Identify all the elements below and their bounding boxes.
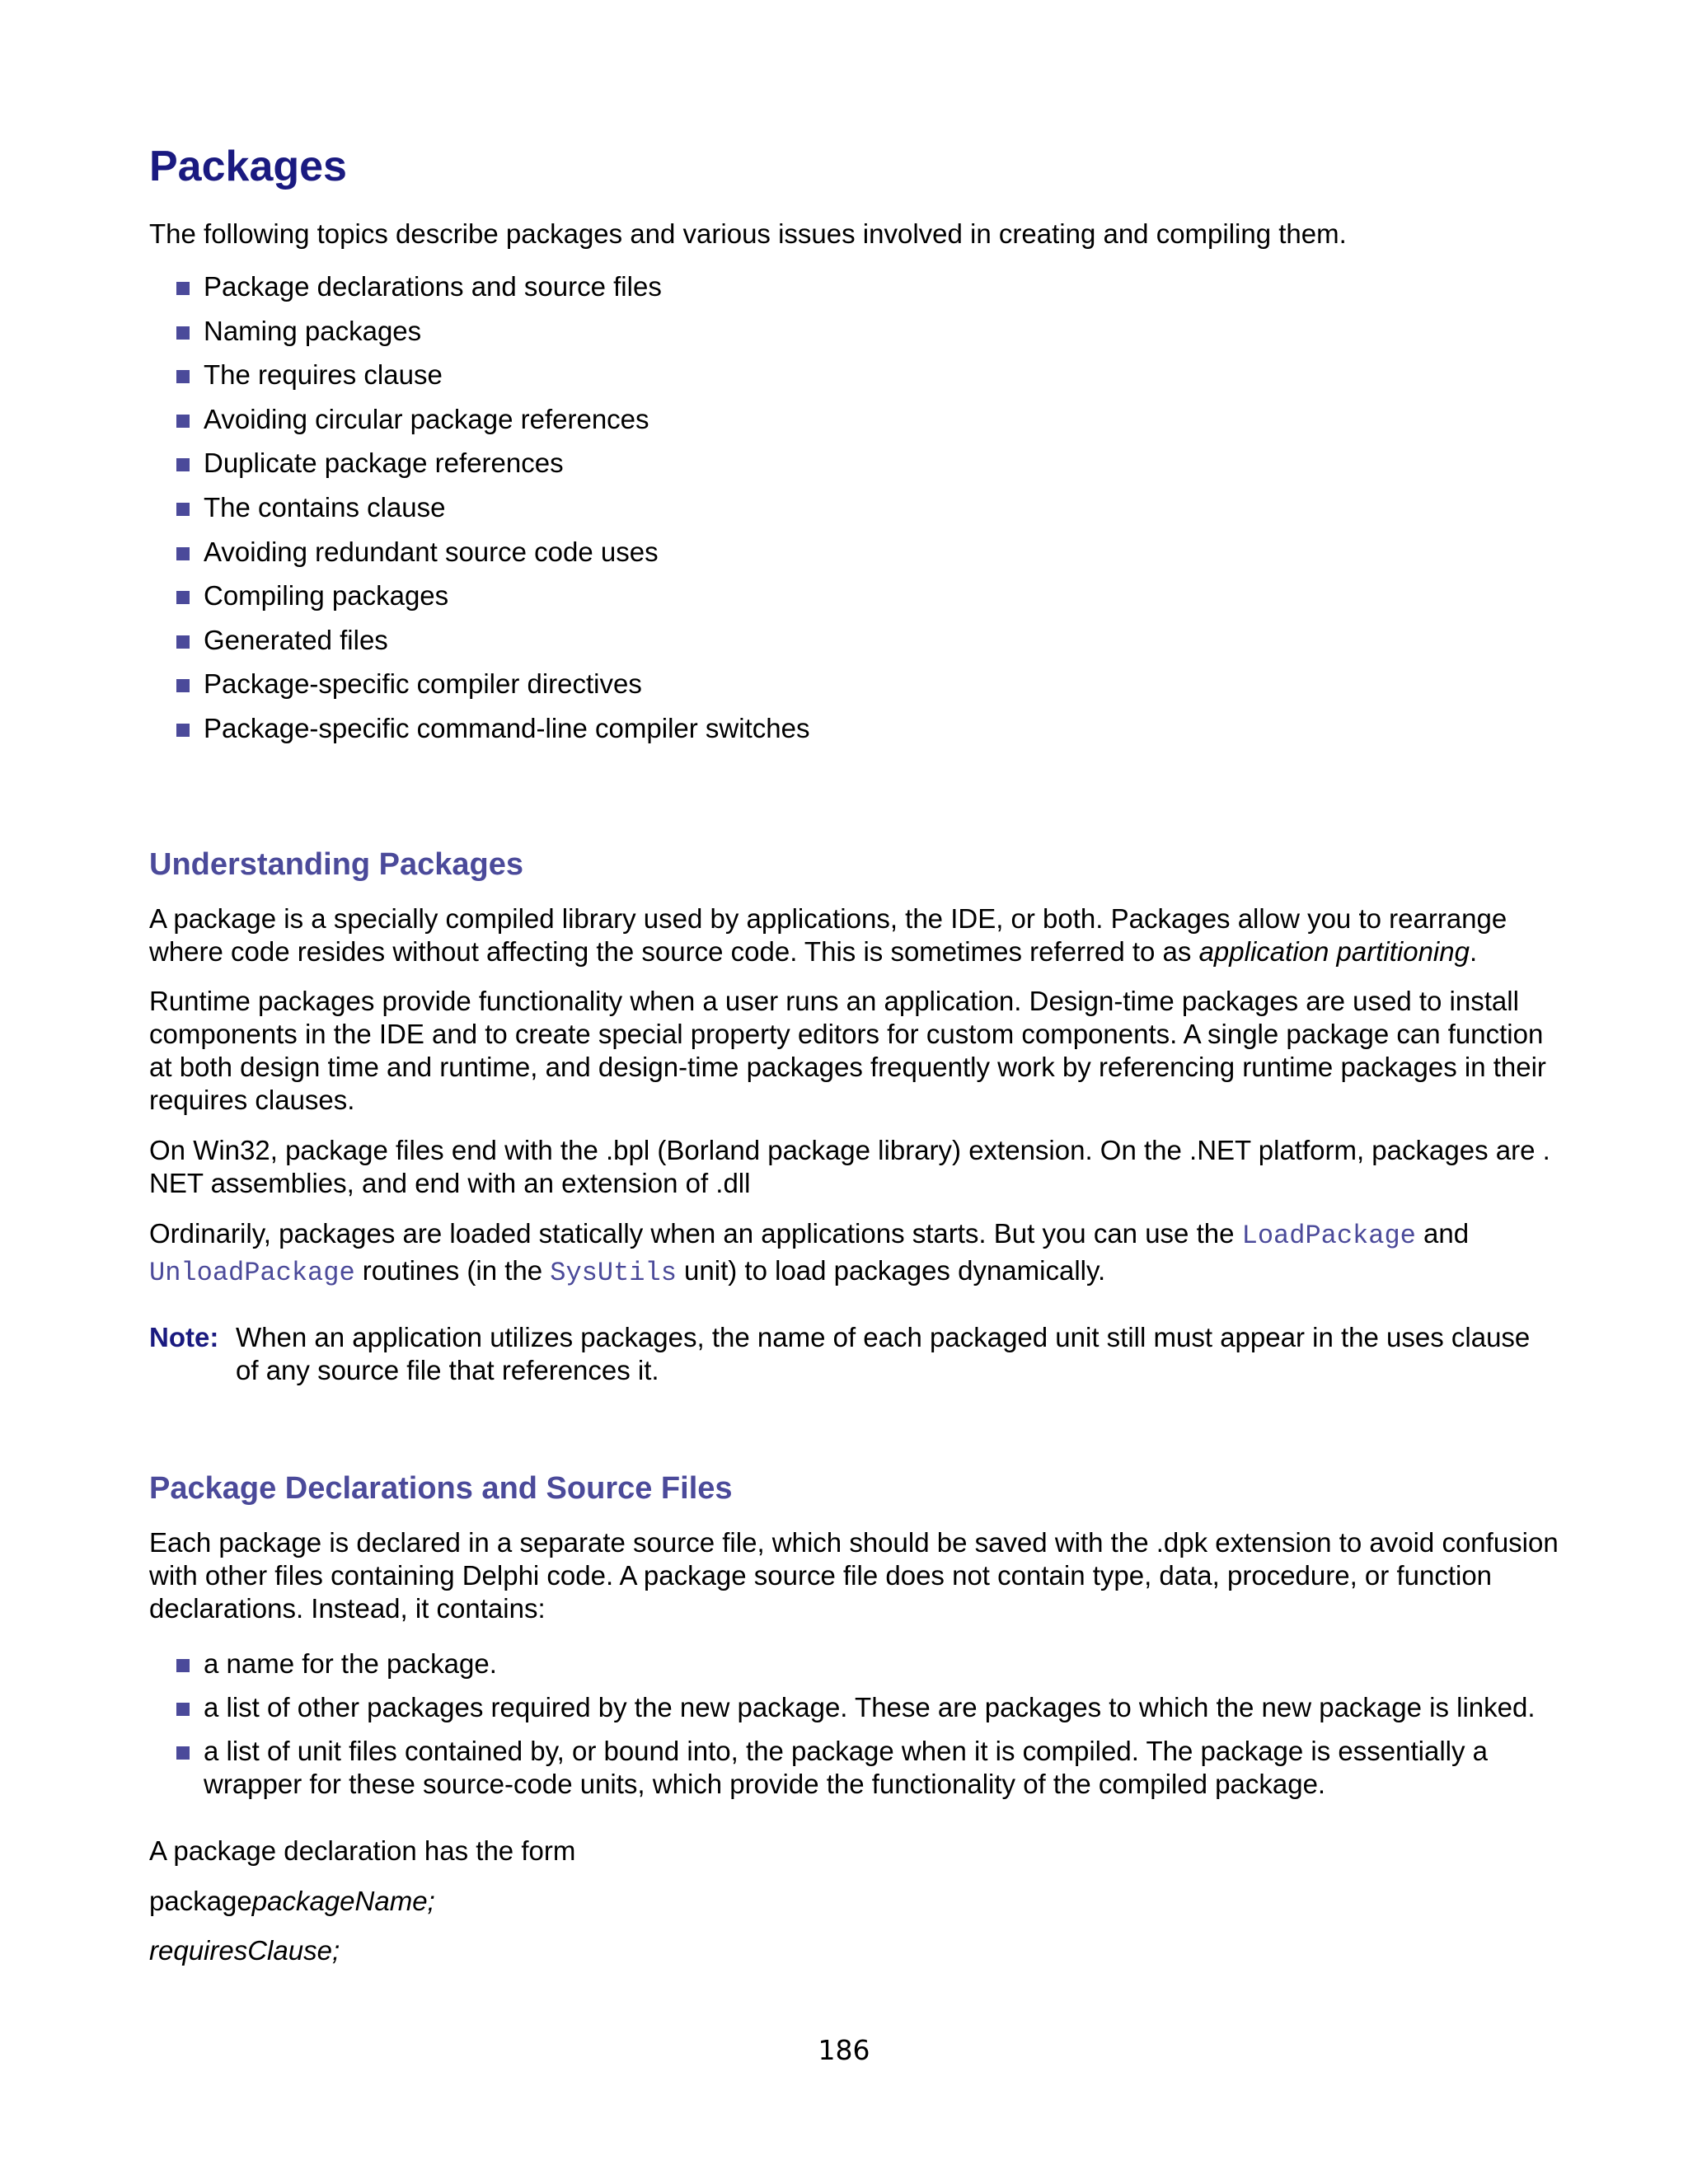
topic-link-generated-files[interactable]: Generated files xyxy=(149,624,809,668)
list-item: a list of unit files contained by, or bound into, the package when it is compiled. The package is essentially a wrapper for these source-code units, which provide the functionality of the compiled package. xyxy=(149,1735,1536,1801)
bullet-square-icon xyxy=(176,415,190,428)
code-loadpackage: LoadPackage xyxy=(1241,1221,1416,1251)
topic-link-requires-clause[interactable]: The requires clause xyxy=(149,359,809,403)
topic-list xyxy=(149,270,809,757)
code-sysutils: SysUtils xyxy=(550,1258,677,1288)
bullet-square-icon xyxy=(176,458,190,471)
topic-link-contains-clause[interactable]: The contains clause xyxy=(149,491,809,536)
topic-link-redundant-uses[interactable]: Avoiding redundant source code uses xyxy=(149,536,809,580)
topic-link-compiling-packages[interactable]: Compiling packages xyxy=(149,579,809,624)
section-heading-declarations: Package Declarations and Source Files xyxy=(149,1471,733,1506)
declaration-form-line-1: packagepackageName; xyxy=(149,1886,435,1916)
topic-link-naming-packages[interactable]: Naming packages xyxy=(149,315,809,359)
bullet-square-icon xyxy=(176,635,190,649)
page-title: Packages xyxy=(149,143,347,190)
topic-link-compiler-directives[interactable]: Package-specific compiler directives xyxy=(149,668,809,712)
bullet-square-icon xyxy=(176,326,190,340)
understanding-paragraph-1: A package is a specially compiled library used by applications, the IDE, or both. Packages allow you to rearrange where code resides without affecting the source code. This is sometimes referred to as application partitioning. xyxy=(149,903,1507,967)
bullet-square-icon xyxy=(176,679,190,692)
understanding-paragraph-2: Runtime packages provide functionality when a user runs an application. Design-time packages are used to install components in the IDE and to create special property editors for custom components. A single package can function at both design time and runtime, and design-time packages frequently work by referencing runtime packages in their requires clauses. xyxy=(149,986,1546,1115)
understanding-paragraph-4: Ordinarily, packages are loaded statically when an applications starts. But you can use the LoadPackage and UnloadPackage routines (in the SysUtils unit) to load packages dynamically. xyxy=(149,1218,1470,1288)
bullet-square-icon xyxy=(176,1659,190,1672)
bullet-square-icon xyxy=(176,1746,190,1760)
bullet-square-icon xyxy=(176,724,190,737)
note-label: Note: xyxy=(149,1322,219,1352)
declaration-form-intro: A package declaration has the form xyxy=(149,1835,576,1866)
list-item: a name for the package. xyxy=(149,1647,1536,1680)
declaration-contents-list xyxy=(149,1647,1536,1811)
understanding-paragraph-3: On Win32, package files end with the .bpl (Borland package library) extension. On the .NET platform, packages are . NET assemblies, and end with an extension of .dll xyxy=(149,1135,1550,1198)
code-unloadpackage: UnloadPackage xyxy=(149,1258,355,1288)
bullet-square-icon xyxy=(176,591,190,604)
topic-link-duplicate-references[interactable]: Duplicate package references xyxy=(149,447,809,491)
section-heading-understanding: Understanding Packages xyxy=(149,847,524,882)
declarations-paragraph-1: Each package is declared in a separate source file, which should be saved with the .dpk extension to avoid confusion with other files containing Delphi code. A package source file does not contain type, data, procedure, or function declarations. Instead, it contains: xyxy=(149,1527,1559,1624)
bullet-square-icon xyxy=(176,503,190,516)
bullet-square-icon xyxy=(176,282,190,295)
bullet-square-icon xyxy=(176,1703,190,1716)
bullet-square-icon xyxy=(176,547,190,560)
list-item: a list of other packages required by the new package. These are packages to which the new package is linked. xyxy=(149,1691,1536,1724)
bullet-square-icon xyxy=(176,370,190,383)
note-text: When an application utilizes packages, the name of each packaged unit still must appear in the uses clause of any source file that references it. xyxy=(236,1322,1531,1385)
topic-link-compiler-switches[interactable]: Package-specific command-line compiler switches xyxy=(149,712,809,757)
declaration-form-line-2: requiresClause; xyxy=(149,1935,340,1966)
topic-link-circular-references[interactable]: Avoiding circular package references xyxy=(149,403,809,448)
topic-link-package-declarations[interactable]: Package declarations and source files xyxy=(149,270,809,315)
intro-paragraph: The following topics describe packages and various issues involved in creating and compiling them. xyxy=(149,218,1347,249)
page-number: 186 xyxy=(818,2034,870,2066)
